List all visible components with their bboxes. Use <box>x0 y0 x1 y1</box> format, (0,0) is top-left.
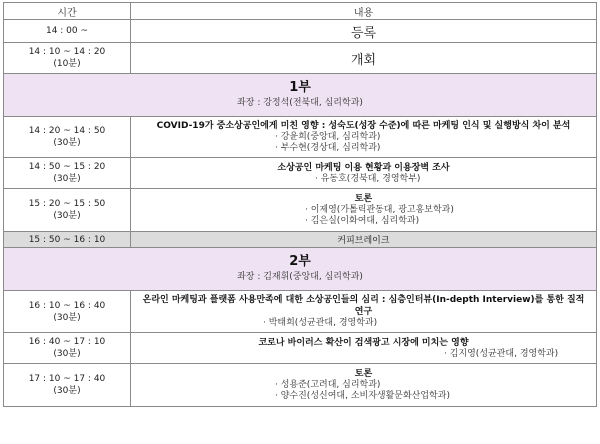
talk-content <box>131 189 597 232</box>
talk-title: 토론 <box>354 369 373 379</box>
presenter: · 박태희(성균관대, 경영학과) <box>263 318 378 328</box>
presenter: · 부수현(경상대, 심리학과) <box>275 143 381 153</box>
talk-content <box>131 117 597 158</box>
presenter: · 강윤희(중앙대, 심리학과) <box>275 132 381 142</box>
session2-cell <box>4 248 597 291</box>
talk-title: 코로나 바이러스 확산이 검색광고 시장에 미치는 영향 <box>258 337 469 348</box>
registration-time: 14 : 00 ~ <box>4 20 131 43</box>
talk-row <box>4 364 597 407</box>
session1-cell <box>4 74 597 117</box>
talk-duration: (30분) <box>53 349 81 359</box>
talk-time: 16 : 10 ~ 16 : 40 <box>28 300 106 311</box>
registration-label: 등록 <box>131 20 597 43</box>
header-content: 내용 <box>131 3 597 20</box>
session2-chair: 좌장 : 김재휘(중앙대, 심리학과) <box>237 271 363 282</box>
presenter: · 성용준(고려대, 심리학과) <box>275 380 381 390</box>
break-label: 커피브레이크 <box>131 232 597 248</box>
talk-content <box>131 333 597 364</box>
talk-title: 소상공인 마케팅 이용 현황과 이용장벽 조사 <box>277 162 450 173</box>
schedule-container <box>3 2 597 407</box>
talk-time-cell <box>4 291 131 333</box>
presenter: · 이제영(가톨릭관동대, 광고홍보학과) <box>305 205 454 215</box>
talk-content <box>131 158 597 189</box>
talk-title: COVID-19가 중소상공인에게 미친 영향 : 성숙도(성장 수준)에 따른 마케팅 인식 및 실행방식 차이 분석 <box>156 121 571 131</box>
talk-time-cell <box>4 333 131 364</box>
talk-time-cell <box>4 189 131 232</box>
presenter: · 유동호(경북대, 경영학부) <box>315 173 421 184</box>
break-time: 15 : 50 ~ 16 : 10 <box>4 232 131 248</box>
opening-row <box>4 43 597 74</box>
talk-row <box>4 158 597 189</box>
talk-row <box>4 117 597 158</box>
presenter: · 양수진(성신여대, 소비자생활문화산업학과) <box>275 391 450 401</box>
opening-time-cell <box>4 43 131 74</box>
talk-row <box>4 333 597 364</box>
talk-time-cell <box>4 117 131 158</box>
talk-content <box>131 291 597 333</box>
talk-duration: (30분) <box>53 386 81 396</box>
talk-time: 17 : 10 ~ 17 : 40 <box>28 374 106 384</box>
talk-row <box>4 291 597 333</box>
schedule-table <box>3 2 597 407</box>
presenter: · 김지영(성균관대, 경영학과) <box>444 348 559 359</box>
session1-title: 1부 <box>289 79 311 95</box>
session1-chair: 좌장 : 강정석(전북대, 심리학과) <box>237 97 363 108</box>
talk-row <box>4 189 597 232</box>
session1-row <box>4 74 597 117</box>
opening-duration: (10분) <box>53 59 81 69</box>
talk-duration: (30분) <box>53 312 81 323</box>
talk-time: 14 : 20 ~ 14 : 50 <box>28 126 106 136</box>
talk-time: 15 : 20 ~ 15 : 50 <box>28 199 106 209</box>
talk-duration: (30분) <box>53 138 81 148</box>
session2-title: 2부 <box>289 253 311 269</box>
registration-row <box>4 20 597 43</box>
session2-row <box>4 248 597 291</box>
opening-label: 개회 <box>131 43 597 74</box>
break-row <box>4 232 597 248</box>
talk-content <box>131 364 597 407</box>
talk-time-cell <box>4 158 131 189</box>
talk-time-cell <box>4 364 131 407</box>
talk-title: 온라인 마케팅과 플랫폼 사용만족에 대한 소상공인들의 심리 : 심층인터뷰(In-depth Interview)를 통한 질적 연구 <box>142 295 585 317</box>
opening-time: 14 : 10 ~ 14 : 20 <box>28 47 106 57</box>
talk-time: 16 : 40 ~ 17 : 10 <box>28 337 106 347</box>
talk-time: 14 : 50 ~ 15 : 20 <box>28 162 106 172</box>
talk-duration: (30분) <box>53 174 81 184</box>
header-row <box>4 3 597 20</box>
talk-title: 토론 <box>354 194 373 204</box>
presenter: · 김은실(이화여대, 심리학과) <box>305 216 420 226</box>
header-time: 시간 <box>4 3 131 20</box>
talk-duration: (30분) <box>53 211 81 221</box>
